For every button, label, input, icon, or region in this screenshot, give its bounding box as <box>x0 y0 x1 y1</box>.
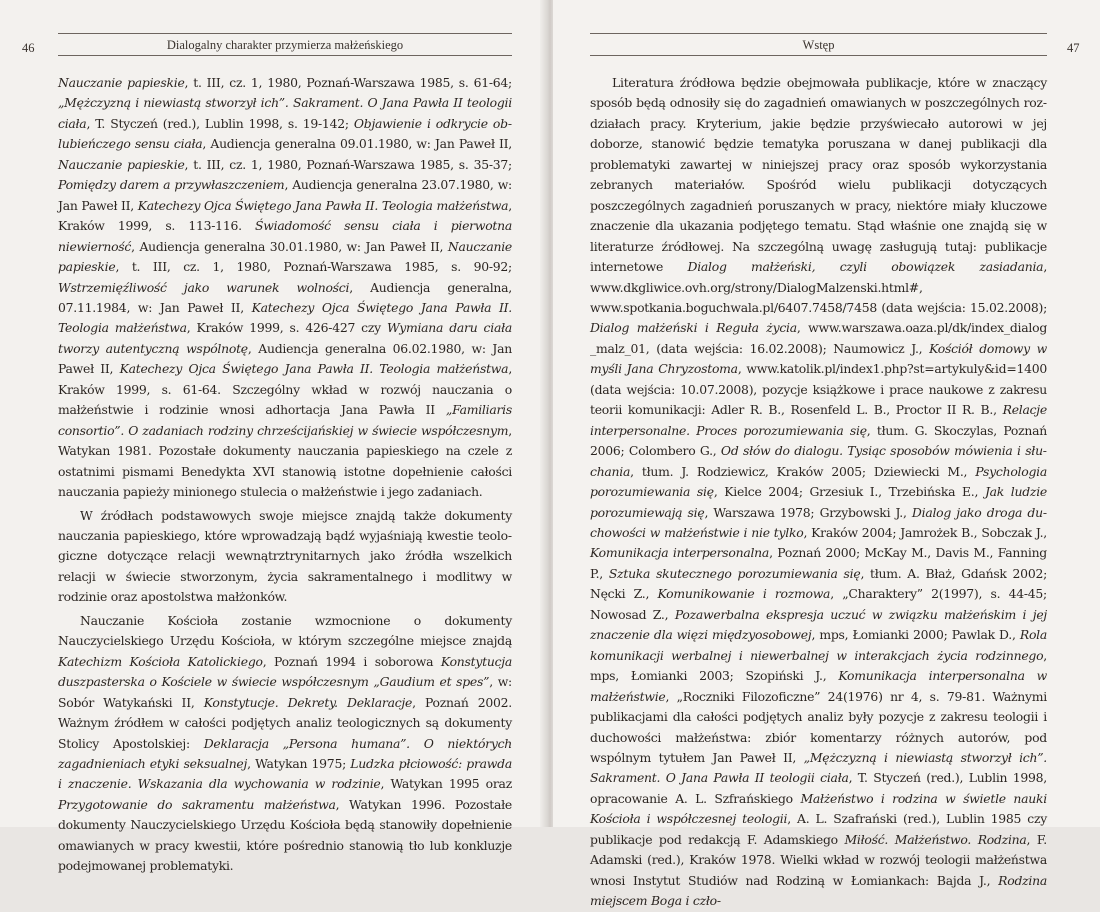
italic-title: Od słów do dialogu. Tysiąc sposobów mówienia i słuchania <box>590 443 1047 479</box>
italic-title: Sztuka skutecznego porozumiewania się <box>608 565 861 581</box>
body-text <box>58 73 512 877</box>
left-page <box>0 0 546 874</box>
text-run: , Kielce 2004; Grzesiuk I., Trzebińska E., <box>713 484 985 500</box>
text-run: , tłum. J. Rodziewicz, Kraków 2005; Dziewiecki M., <box>630 463 976 479</box>
italic-title: Katechezy Ojca Świętego Jana Pawła II. Teologia małżeństwa <box>119 361 509 377</box>
text-run: , tłum. A. Błaż, Gdańsk 2002; Nęcki Z., <box>590 565 1048 602</box>
italic-title: Rola komunikacji werbalnej i niewerbalnej w interakcjach życia rodzinnego <box>590 627 1047 663</box>
text-run: , „Charaktery” 2(1997), s. 44-45; Nowosad Z., <box>590 586 1047 622</box>
right-page <box>553 0 1100 909</box>
text-run: Nauczanie Kościoła zostanie wzmocnione o dokumenty Nauczycielskiego Urzędu Kościoła, w którym szczególne miejsce znajdą <box>58 612 512 649</box>
italic-title: Nauczanie papieskie <box>58 156 185 172</box>
text-run: , Watykan 1981. Pozostałe dokumenty nauczania papieskiego na czele z ostatnimi pismami Benedykta XVI stanowią istotne dopełnienie całości nauczania papieży minionego stulecia o małżeństwie i jego zadaniach. <box>58 422 512 500</box>
text-run: , Kraków 1999, s. 426-427 czy <box>186 320 387 336</box>
text-run: , t. III, cz. 1, 1980, Poznań-Warszawa 1985, s. 61-64; <box>184 75 512 90</box>
paragraph <box>590 73 1047 912</box>
italic-title: Komunikacja interpersonalna w małżeństwie <box>590 668 1047 704</box>
text-run: , Audiencja generalna 06.02.1980, w: Jan Paweł II, <box>58 340 513 377</box>
italic-title: Kościół domowy w myśli Jana Chryzostoma <box>590 340 1047 377</box>
running-head-title: Dialogalny charakter przymierza małżeńskiego <box>166 38 404 52</box>
header-rule-bottom <box>58 55 512 56</box>
text-run: , Audiencja generalna 30.01.1980, w: Jan Paweł II, <box>131 238 448 254</box>
italic-title: Małżeństwo i rodzina w świetle nauki Kościoła i współczesnej teologii <box>590 790 1048 827</box>
italic-title: Nauczanie papieskie <box>58 238 512 275</box>
text-run: , tłum. G. Skoczylas, Poznań 2006; Colombero G., <box>590 422 1047 459</box>
text-run: , Audiencja generalna 23.07.1980, w: Jan Paweł II, <box>58 177 512 213</box>
italic-title: Miłość. Małżeństwo. Rodzina <box>844 831 1027 847</box>
text-run: , mps, Łomianki 2000; Pawlak D., <box>811 627 1020 643</box>
italic-title: Pomiędzy darem a przywłaszczeniem <box>58 177 285 193</box>
italic-title: Objawienie i odkrycie oblubieńczego sensu ciała <box>58 115 512 152</box>
italic-title: Wymiana daru ciała tworzy autentyczną wspólnotę <box>58 320 512 356</box>
header-rule-top <box>590 33 1047 34</box>
running-head-title: Wstęp <box>802 38 835 52</box>
body-text <box>590 73 1047 912</box>
italic-title: Wstrzemięźliwość jako warunek wolności <box>58 279 350 295</box>
italic-title: Konstytucja duszpasterska o Kościele w świecie współczesnym „Gaudium et spes” <box>58 653 512 690</box>
text-run: , Watykan 1996. Pozostałe dokumenty Nauczycielskiego Urzędu Kościoła będą stanowiły dopełnienie omawianych w pracy kwestii, które pośrednio stanowią tło lub konkluzje podejmowanej problematyki. <box>58 796 512 874</box>
text-run: , Audiencja generalna 09.01.1980, w: Jan Paweł II, <box>202 136 512 152</box>
text-run: , Kraków 1999, s. 113-116. <box>58 197 512 234</box>
italic-title: Komunikowanie i rozmowa <box>657 586 831 602</box>
italic-title: Psychologia porozumiewania się <box>590 463 1047 500</box>
italic-title: Katechezy Ojca Świętego Jana Pawła II. Teologia małżeństwa <box>58 299 512 336</box>
text-run: , Watykan 1995 oraz <box>380 776 512 792</box>
text-run: , Kraków 1999, s. 61-64. Szczególny wkład w rozwój nauczania o małżeństwie i rodzinie wnosi adhortacja Jana Pawła II <box>58 361 513 418</box>
italic-title: Nauczanie papieskie <box>58 75 185 90</box>
text-run: , Warszawa 1978; Grzybowski J., <box>704 504 912 520</box>
text-run: , A. L. Szafrański (red.), Lublin 1985 czy publikacje pod redakcją F. Adamskiego <box>590 811 1047 847</box>
text-run: W źródłach podstawowych swoje miejsce znajdą także dokumenty nauczania papieskiego, które wprowadzają bądź wyjaśniają kwestie teologiczne dotyczące relacji wewnątrztrynitarnych jako źródła wszelkich relacji w świecie stworzonym, życia sakramentalnego i modlitwy w rodzinie oraz apostolstwa małżonków. <box>58 507 512 605</box>
italic-title: Dialog małżeński, czyli obowiązek zasiadania <box>687 259 1044 275</box>
text-run: , T. Styczeń (red.), Lublin 1998, opracowanie A. L. Szfrańskiego <box>590 770 1047 806</box>
italic-title: Dialog jako droga duchowości w małżeństwie i nie tylko <box>590 504 1047 540</box>
header-rule-top <box>58 33 512 34</box>
text-run: , „Roczniki Filozoficzne” 24(1976) nr 4, s. 79-81. Ważnymi publikacjami dla całości podjętych analiz były pozycje z zakresu teologii i duchowości małżeństwa: zbiór komentarzy różnych autorów, pod wspólnym tytułem Jan Paweł II, <box>590 688 1047 765</box>
italic-title: Rodzina miejscem Boga i czło- <box>590 872 1047 909</box>
italic-title: „Mężczyzną i niewiastą stworzył ich”. Sakrament. O Jana Pawła II teologii ciała <box>590 749 1047 786</box>
text-run: , www.dkgliwice.ovh.org/strony/DialogMalzenski.html#, www.spotkania.boguchwala.pl/6407.7458/7458 (data wejścia: 15.02.2008); <box>590 259 1048 315</box>
page-number: 47 <box>1067 41 1080 55</box>
italic-title: Pozawerbalna ekspresja uczuć w związku małżeńskim i jej znaczenie dla więzi międzyosobowej <box>590 606 1047 643</box>
italic-title: „Mężczyzną i niewiastą stworzył ich”. Sakrament. O Jana Pawła II teologii ciała <box>58 95 512 131</box>
text-run: Literatura źródłowa będzie obejmowała publikacje, które w znaczący sposób będą odnosiły się do zagadnień omawianych w poszczególnych rozdziałach pracy. Kryterium, jakie będzie przyświecało autorowi w jej doborze, stanowić będzie tematyka poruszana w danej publikacji dla problematyki zawartej w niniejszej pracy oraz sposób wykorzystania zebranych materiałów. Spośród wielu publikacji dotyczących poszczególnych zagadnień poruszanych w pracy, niektóre miały kluczowe znaczenie dla ukazania podjętego tematu. Stąd właśnie one znajdą się w literaturze źródłowej. Na szczególną uwagę zasługują tutaj: publikacje internetowe <box>590 75 1047 275</box>
text-run: , t. III, cz. 1, 1980, Poznań-Warszawa 1985, s. 35-37; <box>184 156 512 172</box>
italic-title: Ludzka płciowość: prawda i znaczenie. Wskazania dla wychowania w rodzinie <box>58 755 512 792</box>
text-run: , Watykan 1975; <box>247 755 351 771</box>
italic-title: Dialog małżeński i Reguła życia <box>590 320 797 336</box>
text-run: , Poznań 2002. Ważnym źródłem w całości podjętych analiz teologicznych są dokumenty Stolicy Apostolskiej: <box>58 694 512 751</box>
italic-title: Jak ludzie porozumiewają się <box>590 484 1048 520</box>
text-run: , T. Styczeń (red.), Lublin 1998, s. 19-142; <box>86 115 354 131</box>
text-run: , F. Adamski (red.), Kraków 1978. Wielki wkład w rozwój teologii małżeństwa wnosi Instytut Studiów nad Rodziną w Łomiankach: Bajda J., <box>590 831 1047 888</box>
page-number: 46 <box>22 41 35 55</box>
running-head <box>590 33 1047 55</box>
text-run: , www.katolik.pl/index1.php?st=artykuly&id=1400 (data wejścia: 10.07.2008), pozycje książkowe i prace naukowe z zakresu teorii komunikacji: Adler R. B., Rosenfeld L. B., Proctor II R. B., <box>590 361 1047 418</box>
italic-title: „Familiaris consortio”. O zadaniach rodziny chrześcijańskiej w świecie współczesnym <box>58 402 512 438</box>
text-run: , mps, Łomianki 2003; Szopiński J., <box>590 647 1047 684</box>
italic-title: Komunikacja interpersonalna <box>590 545 770 561</box>
paragraph <box>58 611 512 877</box>
italic-title: Świadomość sensu ciała i pierwotna niewierność <box>58 218 513 254</box>
italic-title: Relacje interpersonalne. Proces porozumiewania się <box>590 402 1047 438</box>
paragraph <box>58 73 512 503</box>
italic-title: Deklaracja „Persona humana”. O niektórych zagadnieniach etyki seksualnej <box>58 735 512 771</box>
italic-title: Przygotowanie do sakramentu małżeństwa <box>58 796 336 812</box>
text-run: , w: Sobór Watykański II, <box>58 674 512 710</box>
paragraph <box>58 506 512 608</box>
running-head <box>58 33 512 55</box>
text-run: , Poznań 2000; McKay M., Davis M., Fanning P., <box>590 545 1047 581</box>
text-run: , www.warszawa.oaza.pl/dk/index_dialog _malz_01, (data wejścia: 16.02.2008); Naumowicz J., <box>590 320 1047 356</box>
italic-title: Katechezy Ojca Świętego Jana Pawła II. Teologia małżeństwa <box>137 197 509 213</box>
italic-title: Konstytucje. Dekrety. Deklaracje <box>203 694 413 710</box>
text-run: , t. III, cz. 1, 1980, Poznań-Warszawa 1985, s. 90-92; <box>115 259 512 275</box>
italic-title: Katechizm Kościoła Katolickiego <box>58 653 263 669</box>
text-run: , Poznań 1994 i soborowa <box>262 653 441 669</box>
text-run: , Kraków 2004; Jamrożek B., Sobczak J., <box>803 524 1047 540</box>
header-rule-bottom <box>590 55 1047 56</box>
text-run: , Audiencja generalna, 07.11.1984, w: Jan Paweł II, <box>58 279 512 315</box>
